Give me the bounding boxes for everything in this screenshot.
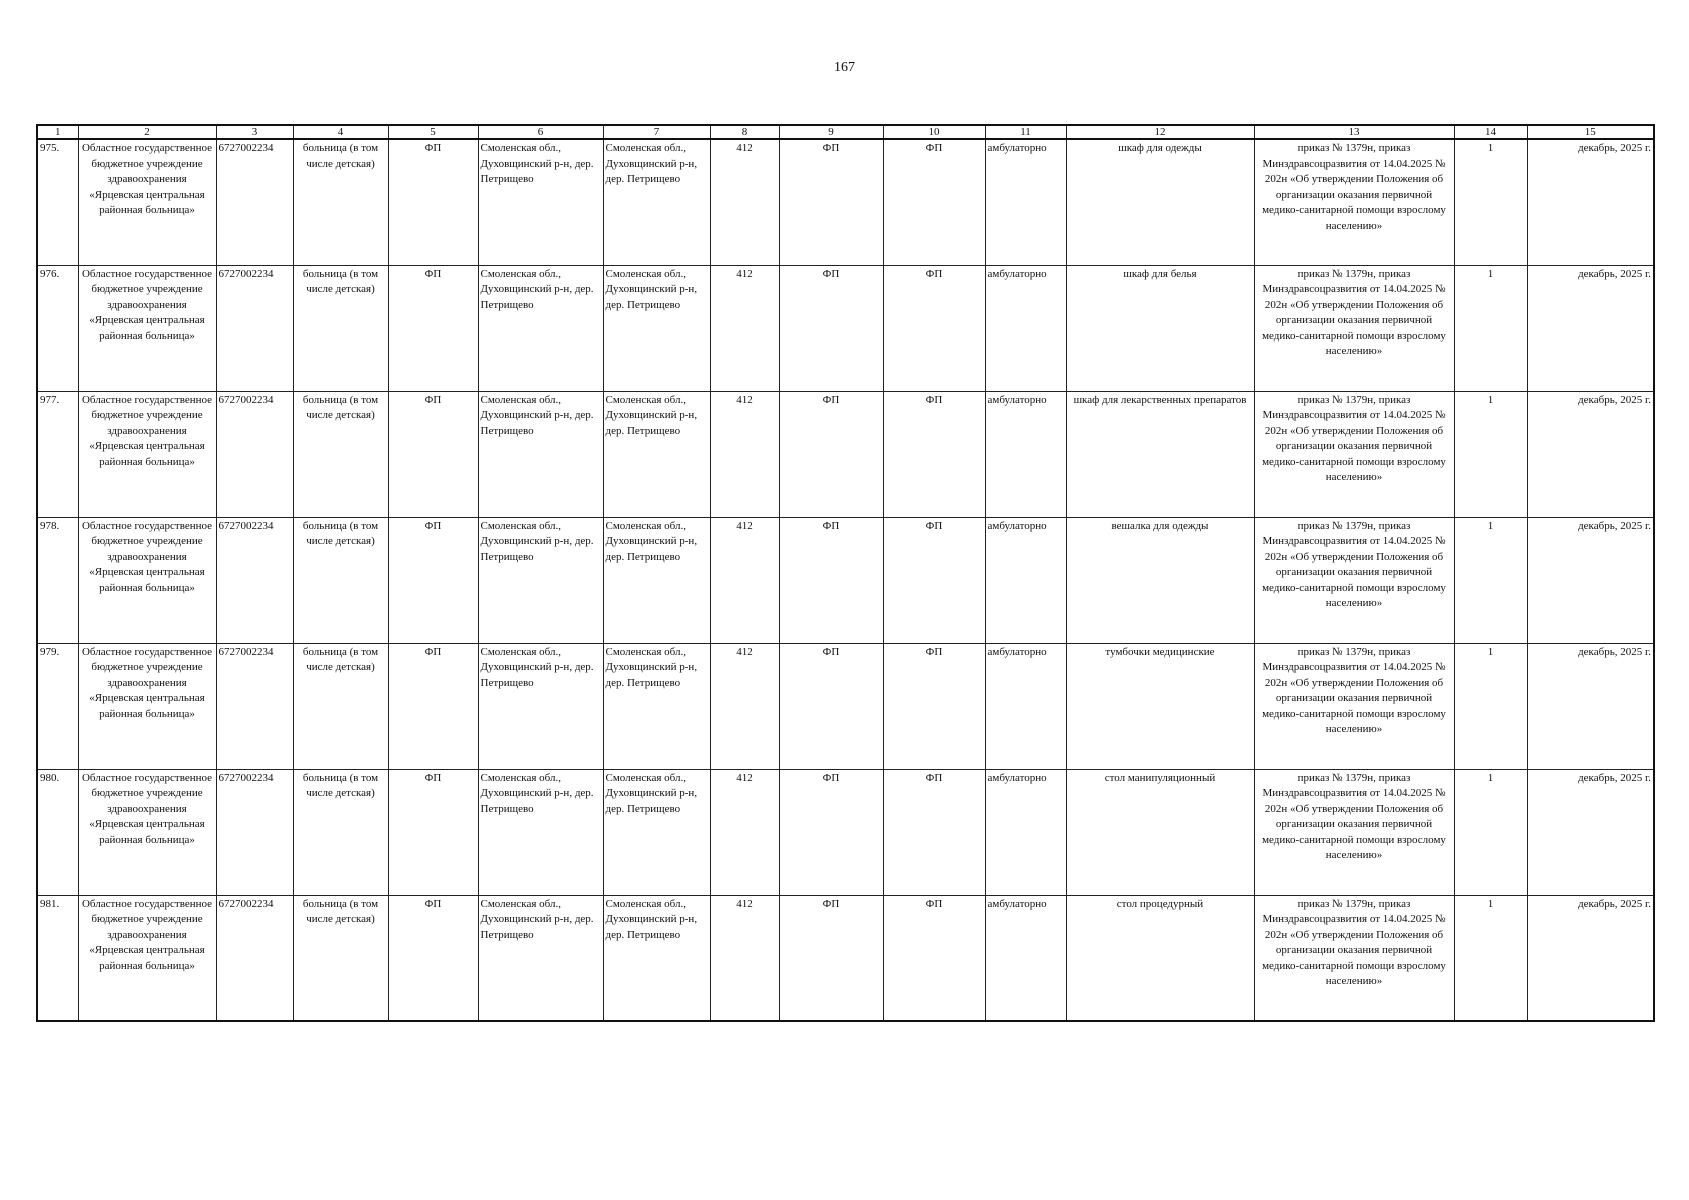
quantity-cell: 1 — [1454, 517, 1527, 643]
equipment-name-cell: шкаф для одежды — [1066, 139, 1254, 265]
unit-type-cell: ФП — [388, 517, 478, 643]
equipment-name-cell: тумбочки медицинские — [1066, 643, 1254, 769]
unit-type-cell: ФП — [388, 895, 478, 1021]
quantity-cell: 1 — [1454, 139, 1527, 265]
deadline-cell: декабрь, 2025 г. — [1527, 265, 1654, 391]
deadline-cell: декабрь, 2025 г. — [1527, 391, 1654, 517]
column-header: 5 — [388, 125, 478, 139]
quantity-cell: 1 — [1454, 769, 1527, 895]
quantity-cell: 1 — [1454, 391, 1527, 517]
division-cell: ФП — [779, 139, 883, 265]
deadline-cell: декабрь, 2025 г. — [1527, 643, 1654, 769]
row-number-cell: 980. — [37, 769, 78, 895]
row-number-cell: 975. — [37, 139, 78, 265]
column-header: 11 — [985, 125, 1066, 139]
facility-type-cell: больница (в том числе детская) — [293, 643, 388, 769]
equipment-name-cell: вешалка для одежды — [1066, 517, 1254, 643]
unit-type-cell: ФП — [388, 391, 478, 517]
row-number-cell: 978. — [37, 517, 78, 643]
column-header: 14 — [1454, 125, 1527, 139]
column-header: 8 — [710, 125, 779, 139]
page-number: 167 — [834, 60, 855, 75]
column-header: 1 — [37, 125, 78, 139]
table-row — [37, 517, 1654, 643]
location-cell: Смоленская обл., Духовщинский р-н, дер. Петрищево — [603, 391, 710, 517]
deadline-cell: декабрь, 2025 г. — [1527, 895, 1654, 1021]
column-header: 7 — [603, 125, 710, 139]
order-reference-cell: приказ № 1379н, приказ Минздравсоцразвития от 14.04.2025 № 202н «Об утверждении Положения об организации оказания первичной медико-санитарной помощи взрослому населению» — [1254, 265, 1454, 391]
facility-type-cell: больница (в том числе детская) — [293, 391, 388, 517]
table-row — [37, 769, 1654, 895]
equipment-table — [36, 124, 1655, 1022]
division-cell: ФП — [779, 895, 883, 1021]
care-form-cell: амбулаторно — [985, 139, 1066, 265]
column-header: 6 — [478, 125, 603, 139]
division-cell: ФП — [779, 769, 883, 895]
inn-cell: 6727002234 — [216, 139, 293, 265]
order-reference-cell: приказ № 1379н, приказ Минздравсоцразвития от 14.04.2025 № 202н «Об утверждении Положения об организации оказания первичной медико-санитарной помощи взрослому населению» — [1254, 643, 1454, 769]
subdivision-cell: ФП — [883, 769, 985, 895]
facility-type-cell: больница (в том числе детская) — [293, 769, 388, 895]
subdivision-cell: ФП — [883, 391, 985, 517]
facility-type-cell: больница (в том числе детская) — [293, 895, 388, 1021]
subdivision-cell: ФП — [883, 265, 985, 391]
code-cell: 412 — [710, 517, 779, 643]
division-cell: ФП — [779, 517, 883, 643]
inn-cell: 6727002234 — [216, 643, 293, 769]
inn-cell: 6727002234 — [216, 895, 293, 1021]
order-reference-cell: приказ № 1379н, приказ Минздравсоцразвития от 14.04.2025 № 202н «Об утверждении Положения об организации оказания первичной медико-санитарной помощи взрослому населению» — [1254, 769, 1454, 895]
address-cell: Смоленская обл., Духовщинский р-н, дер. Петрищево — [478, 769, 603, 895]
code-cell: 412 — [710, 391, 779, 517]
unit-type-cell: ФП — [388, 139, 478, 265]
table-row — [37, 643, 1654, 769]
table-row — [37, 265, 1654, 391]
equipment-name-cell: стол манипуляционный — [1066, 769, 1254, 895]
care-form-cell: амбулаторно — [985, 643, 1066, 769]
column-header: 10 — [883, 125, 985, 139]
column-header: 3 — [216, 125, 293, 139]
organization-cell: Областное государственное бюджетное учреждение здравоохранения «Ярцевская центральная районная больница» — [78, 517, 216, 643]
location-cell: Смоленская обл., Духовщинский р-н, дер. Петрищево — [603, 769, 710, 895]
subdivision-cell: ФП — [883, 643, 985, 769]
facility-type-cell: больница (в том числе детская) — [293, 517, 388, 643]
quantity-cell: 1 — [1454, 265, 1527, 391]
address-cell: Смоленская обл., Духовщинский р-н, дер. Петрищево — [478, 517, 603, 643]
organization-cell: Областное государственное бюджетное учреждение здравоохранения «Ярцевская центральная районная больница» — [78, 265, 216, 391]
row-number-cell: 977. — [37, 391, 78, 517]
table-row — [37, 895, 1654, 1021]
location-cell: Смоленская обл., Духовщинский р-н, дер. Петрищево — [603, 895, 710, 1021]
address-cell: Смоленская обл., Духовщинский р-н, дер. Петрищево — [478, 895, 603, 1021]
care-form-cell: амбулаторно — [985, 517, 1066, 643]
care-form-cell: амбулаторно — [985, 391, 1066, 517]
unit-type-cell: ФП — [388, 643, 478, 769]
organization-cell: Областное государственное бюджетное учреждение здравоохранения «Ярцевская центральная районная больница» — [78, 643, 216, 769]
division-cell: ФП — [779, 391, 883, 517]
care-form-cell: амбулаторно — [985, 769, 1066, 895]
code-cell: 412 — [710, 895, 779, 1021]
column-header: 15 — [1527, 125, 1654, 139]
division-cell: ФП — [779, 643, 883, 769]
care-form-cell: амбулаторно — [985, 895, 1066, 1021]
inn-cell: 6727002234 — [216, 265, 293, 391]
address-cell: Смоленская обл., Духовщинский р-н, дер. Петрищево — [478, 391, 603, 517]
row-number-cell: 981. — [37, 895, 78, 1021]
row-number-cell: 979. — [37, 643, 78, 769]
organization-cell: Областное государственное бюджетное учреждение здравоохранения «Ярцевская центральная районная больница» — [78, 391, 216, 517]
column-header: 9 — [779, 125, 883, 139]
deadline-cell: декабрь, 2025 г. — [1527, 139, 1654, 265]
column-header: 12 — [1066, 125, 1254, 139]
organization-cell: Областное государственное бюджетное учреждение здравоохранения «Ярцевская центральная районная больница» — [78, 895, 216, 1021]
column-number-row — [37, 125, 1654, 139]
location-cell: Смоленская обл., Духовщинский р-н, дер. Петрищево — [603, 643, 710, 769]
code-cell: 412 — [710, 769, 779, 895]
order-reference-cell: приказ № 1379н, приказ Минздравсоцразвития от 14.04.2025 № 202н «Об утверждении Положения об организации оказания первичной медико-санитарной помощи взрослому населению» — [1254, 391, 1454, 517]
column-header: 13 — [1254, 125, 1454, 139]
quantity-cell: 1 — [1454, 643, 1527, 769]
code-cell: 412 — [710, 265, 779, 391]
location-cell: Смоленская обл., Духовщинский р-н, дер. Петрищево — [603, 139, 710, 265]
address-cell: Смоленская обл., Духовщинский р-н, дер. Петрищево — [478, 643, 603, 769]
care-form-cell: амбулаторно — [985, 265, 1066, 391]
equipment-name-cell: шкаф для белья — [1066, 265, 1254, 391]
subdivision-cell: ФП — [883, 895, 985, 1021]
code-cell: 412 — [710, 139, 779, 265]
row-number-cell: 976. — [37, 265, 78, 391]
column-header: 2 — [78, 125, 216, 139]
deadline-cell: декабрь, 2025 г. — [1527, 517, 1654, 643]
address-cell: Смоленская обл., Духовщинский р-н, дер. Петрищево — [478, 139, 603, 265]
organization-cell: Областное государственное бюджетное учреждение здравоохранения «Ярцевская центральная районная больница» — [78, 139, 216, 265]
deadline-cell: декабрь, 2025 г. — [1527, 769, 1654, 895]
inn-cell: 6727002234 — [216, 517, 293, 643]
order-reference-cell: приказ № 1379н, приказ Минздравсоцразвития от 14.04.2025 № 202н «Об утверждении Положения об организации оказания первичной медико-санитарной помощи взрослому населению» — [1254, 895, 1454, 1021]
equipment-name-cell: стол процедурный — [1066, 895, 1254, 1021]
unit-type-cell: ФП — [388, 769, 478, 895]
equipment-name-cell: шкаф для лекарственных препаратов — [1066, 391, 1254, 517]
inn-cell: 6727002234 — [216, 769, 293, 895]
inn-cell: 6727002234 — [216, 391, 293, 517]
table-body — [37, 139, 1654, 1021]
facility-type-cell: больница (в том числе детская) — [293, 265, 388, 391]
table-row — [37, 139, 1654, 265]
quantity-cell: 1 — [1454, 895, 1527, 1021]
unit-type-cell: ФП — [388, 265, 478, 391]
order-reference-cell: приказ № 1379н, приказ Минздравсоцразвития от 14.04.2025 № 202н «Об утверждении Положения об организации оказания первичной медико-санитарной помощи взрослому населению» — [1254, 517, 1454, 643]
subdivision-cell: ФП — [883, 517, 985, 643]
table-row — [37, 391, 1654, 517]
code-cell: 412 — [710, 643, 779, 769]
column-header: 4 — [293, 125, 388, 139]
address-cell: Смоленская обл., Духовщинский р-н, дер. Петрищево — [478, 265, 603, 391]
facility-type-cell: больница (в том числе детская) — [293, 139, 388, 265]
organization-cell: Областное государственное бюджетное учреждение здравоохранения «Ярцевская центральная районная больница» — [78, 769, 216, 895]
division-cell: ФП — [779, 265, 883, 391]
location-cell: Смоленская обл., Духовщинский р-н, дер. Петрищево — [603, 517, 710, 643]
subdivision-cell: ФП — [883, 139, 985, 265]
order-reference-cell: приказ № 1379н, приказ Минздравсоцразвития от 14.04.2025 № 202н «Об утверждении Положения об организации оказания первичной медико-санитарной помощи взрослому населению» — [1254, 139, 1454, 265]
location-cell: Смоленская обл., Духовщинский р-н, дер. Петрищево — [603, 265, 710, 391]
